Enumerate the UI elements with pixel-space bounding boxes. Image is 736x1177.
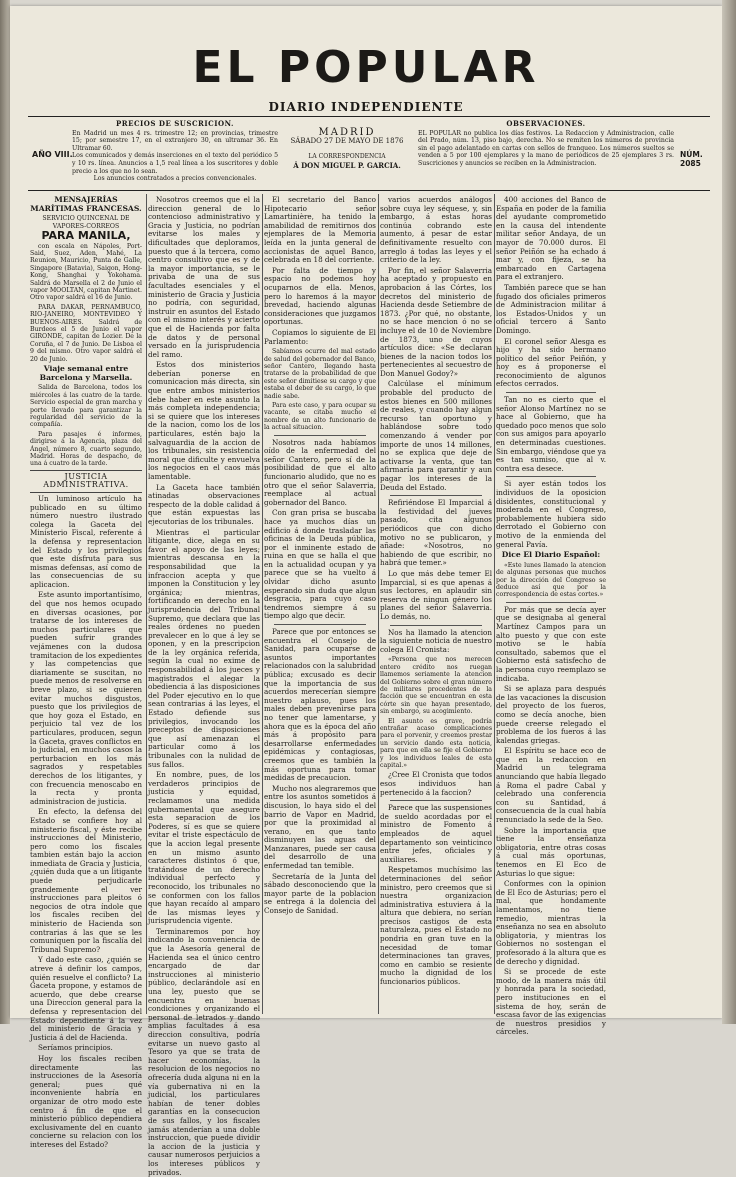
- paragraph: Secretaría de la Junta del sábado desconociendo que la mayor parte de la poblacion se entrega á la dolencia del Consejo de Sanidad.: [264, 871, 376, 916]
- paragraph: Sobre la importancia que tiene la enseñanza obligatoria, entre otras cosas á cual más oportunas, tenemos en El Eco de Asturias lo que sigue:: [496, 825, 606, 878]
- paragraph: Seríamos principios.: [38, 1043, 113, 1053]
- top-rule: [28, 116, 710, 117]
- paragraph: Y dado este caso, ¿quién se atreve á definir los campos, quién resuelve el conflicto? La Gaceta propone, y estamos de acuerdo, que debe crearse una Direccion general para la defensa y representacion del Estado dependiente á la vez del ministerio de Gracia y Justicia á del de Hacienda.: [30, 955, 142, 1042]
- column-rule: [494, 194, 495, 1014]
- paragraph: Conformes con la opinion de El Eco de Asturias; pero el mal, que hondamente lamentamos, no tiene remedio, mientras la enseñanza no sea en absoluto obligatoria, y mientras los Gobiernos no sostengan el profesorado á la altura que es de derecho y dignidad.: [496, 879, 606, 966]
- paragraph: Si se procede de este modo, de la manera más útil y honrada para la sociedad, pero instituciones en el sistema de hoy, serán de escasa favor de las exigencias de nuestros presidios y cárceles.: [496, 967, 606, 1037]
- date-label: SÁBADO 27 DE MAYO DE 1876: [290, 137, 404, 145]
- paragraph: Respetamos muchísimo las determinaciones del señor ministro, pero creemos que si nuestra organizacion administrativa estuviera á la altura que debiera, no serían precisos castigos de esta naturaleza, pues el Estado no pondria en gran tuve en la necesidad de tomar determinaciones tan graves, como en cambio se resiente mucho la dignidad de los funcionarios públicos.: [380, 865, 492, 987]
- paragraph: Hoy los fiscales reciben directamente las instrucciones de la Asesoría general; pues qué inconveniente habría en organizar de otro modo este centro á fin de que el ministerio público dependiera exclusivamente del en cuanto concierne su relacion con los intereses del Estado?: [30, 1053, 142, 1149]
- paragraph: Tan no es cierto que el señor Alonso Martínez no se hace al Gobierno, que ha quedado poco menos que solo con sus amigos para apoyarlo en determinadas cuestiones. Sin embargo, viéndose que ya es tan sumiso, que al v. contra esa desece.: [496, 395, 606, 473]
- observations-box: [418, 120, 674, 168]
- column-rule: [146, 194, 147, 1014]
- paragraph: Calcúlase el mínimum probable del producto de estos bienes en 500 millones de reales, y cuando hay algun recurso tan oportuno y hablándose sobre todo comenzando á vender por importe de unos 14 millones, no se explica que deje de activarse la venta, que tan afirmaría para garantir y aun pagar los intereses de la Deuda del Estado.: [380, 379, 492, 492]
- paragraph: Con gran prisa se buscaba hace ya muchos días un edificio á donde trasladar las oficinas de la Deuda pública, por el inminente estado de ruina en que se halla el que en la actualidad ocupan y ya parece que se ha vuelto á olvidar dicho asunto esperando sin duda que algun desgracia, para cuyo caso tendremos siempre á su tiempo algo que decir.: [264, 508, 376, 621]
- masthead: [10, 6, 722, 114]
- paragraph: Nosotros nada habíamos oído de la enfermedad del señor Cantero, pero sí de la posibilidad de que el alto funcionario aludido, que no es otro que el señor Salaverria, reemplace al actual gobernador del Banco.: [264, 437, 376, 507]
- shipping-body: con escala en Nápoles, Port-Said, Suez, Aden, Mahé, La Reunion, Mauricio, Punta de Galle, Singapore (Batavia), Saigon, Hong-Kong, Shanghai y Yokohama. Saldrá de Marsella el 2 de Junio el vapor MOOLTAN, capitan Martinet. Otro vapor saldrá el 16 de Junio.: [30, 242, 142, 302]
- quoted-paragraph: Sabíamos ocurre del mal estado de salud del gobernador del Banco, señor Cantero, llegando hasta tratarse de la probabilidad de que este señor dimitiese su cargo y que estaba el deber de su cargo, lo que nadie sabe.: [264, 348, 376, 400]
- newspaper-subtitle: DIARIO INDEPENDIENTE: [268, 100, 464, 114]
- subscription-box: [72, 120, 278, 183]
- divider: [274, 435, 366, 436]
- paragraph: El secretario del Banco Hipotecario señor Lamartinière, ha tenido la amabilidad de remitirnos dos ejemplares de la Memoria leída en la junta general de accionistas de aquel Banco, celebrada en 18 del corriente.: [264, 195, 376, 265]
- subscription-line: Los anuncios contratados a precios convencionales.: [93, 175, 257, 183]
- weekly-body-2: Para pasajes é informes, dirigirse á la Agencia, plaza del Ángel, número 8, cuarto segundo, Madrid. Horas de despacho, de una á cuatro de la tarde.: [30, 430, 142, 468]
- paragraph: Este asunto importantísimo, del que nos hemos ocupado en diversas ocasiones, por tratarse de los intereses de muchos particulares que pueden sufrir grandes vejámenes con la dudosa tramitacion de los expedientes y las competencias que diariamente se suscitan, no puede menos de resolverse en breve plazo, si se quieren evitar muchos disgustos, puesto que los privilegios de que hoy goza el Estado, en perjuicio tal vez de los particulares, producen, segun la Gaceta, graves conflictos en lo judicial, en muchos casos la perturbacion en los más sagrados y respetables derechos de los litigantes, y con frecuencia menoscabo en la recta y pronta administracion de justicia.: [30, 590, 142, 806]
- quoted-paragraph: El asunto es grave, podría entrañar acaso complicaciones para el porvenir, y creemos prestar un servicio dando esta noticia, para que en ella se fije el Gobierno y los individuos leales de esta capital.»: [380, 717, 492, 769]
- divider: [506, 476, 596, 477]
- shipping-destination: PARA MANILA,: [41, 229, 131, 242]
- paragraph: Refiriéndose El Imparcial á la festividad del jueves pasado, cita algunos periódicos que con dicho motivo no se publicaron, y añade: «Nosotros, no habiendo de que escribir, no habrá que temer.»: [380, 498, 492, 568]
- section-heading: JUSTICIA ADMINISTRATIVA.: [30, 470, 142, 493]
- quoted-paragraph: «Persona que nos merecen entero crédito nos ruegan llamemos seriamente la atencion del Gobierno sobre el gran número de militares procedentes de la facción que se encuentran en esta córte sin que hayan presentado, sin embargo, su acogimiento.: [380, 656, 492, 716]
- correspondence-name: Á DON MIGUEL P. GARCIA.: [293, 161, 401, 170]
- paragraph: Por fin, el señor Salaverria ha aceptado y propuesto en aprobacion á las Córtes, los decretos del ministerio de Hacienda desde Setiembre de 1873. ¿Por qué, no obstante, no se hace mencion ó no se incluye el de 10 de Noviembre de 1873, uno de cuyos artículos dice: «Se declaran bienes de la nacion todos los pertenecientes al secuestro de Don Manuel Godoy?»: [380, 265, 492, 378]
- paragraph: Un luminoso artículo ha publicado en su último número nuestro ilustrado colega la Gaceta del Ministerio Fiscal, referente á la defensa y representacion del Estado y los privilegios que este disfruta para sus mismas defensas, así como de las consecuencias de su aplicacion.: [30, 493, 142, 589]
- divider: [506, 392, 596, 393]
- paragraph: Parece que por entonces se encuentra el Consejo de Sanidad, para ocuparse de asuntos importantes relacionados con la salubridad pública; excusado es decir que la importancia de sus acuerdos merecerían siempre nuestro aplauso, pues los males deben prevenirse para no tener que lamentarse, y ahora que es la época del año más á propósito para desarrollarse enfermedades epidémicas y contagiosas, creemos que es también la más oportuna para tomar medidas de precaucion.: [264, 627, 376, 783]
- paragraph: Si se aplaza para después de las vacaciones la discusion del proyecto de los fueros, como se decía anoche, bien puede creerse relegado el problema de los fueros á las kalendas griegas.: [496, 684, 606, 745]
- paragraph: Nos ha llamado la atencion la siguiente noticia de nuestro colega El Cronista:: [380, 627, 492, 654]
- paragraph: El coronel señor Alesga es hijo y ha sido hermano político del señor Peiñón, y hoy es á proponerse el reconocimiento de algunos efectos cerrados.: [496, 336, 606, 389]
- column-4: [380, 196, 492, 1012]
- paragraph: Mientras el particular litigante, dice, alega en su favor el apoyo de las leyes; mientras descansa en la responsabilidad que la infraccion acepta y que imponen la Constitucion y ley orgánica; mientras, fortificando en derecho en la jurisprudencia del Tribunal Supremo, que declara que las reales órdenes no pueden prevalecer en lo que á ley se oponen, y en la prescripcion de la ley orgánica referida, según la cual no exime de responsabilidad á los jueces y magistrados el alegar la obediencia á las disposiciones del Poder ejecutivo en lo que sean contrarias á las leyes, el Estado defiende sus privilegios, invocando los preceptos de disposiciones que así amenazan el particular como á los tribunales con la nulidad de sus fallos.: [148, 527, 260, 769]
- column-1: [30, 195, 142, 1149]
- paragraph: Lo que más debe temer El Imparcial, si es que apenas á sus lectores, en aplaudir sin reserva de ningun género los planes del señor Salaverria. Lo demás, no.: [380, 568, 492, 621]
- shipping-subtitle: SERVICIO QUINCENAL DE VAPORES-CORREOS: [42, 215, 130, 230]
- weekly-body: Salida de Barcelona, todos los miércoles á las cuatro de la tarde. Servicio especial de gran marcha y porte llevado para garantizar la regularidad del servicio de la compañía.: [30, 384, 142, 429]
- paragraph: Si ayer están todos los individuos de la oposicion disidentes, constitucional y moderada en el Congreso, probablemente hubiera sido derrotado el Gobierno con motivo de la enmienda del general Pavía.: [496, 479, 606, 549]
- newspaper-page: [10, 6, 722, 1177]
- quoted-paragraph: Para este caso, y para ocupar su vacante, se citaba mucho el nombre de un alto funcionario de la actual situacion.: [264, 401, 376, 432]
- paragraph: El Espíritu se hace eco de que en la redaccion en Madrid un telegrama anunciando que había llegado á Roma el padre Cabal y celebrado una conferencia con su Santidad, á consecuencia de la cual había renunciado la sede de la Seo.: [496, 746, 606, 825]
- column-5: [496, 195, 606, 1037]
- paragraph: La Gaceta hace también atinadas observaciones respecto de la doble calidad á que están expuestas las ejecutorias de los tribunales.: [148, 482, 260, 526]
- weekly-title: Viaje semanal entre Barcelona y Marsella.: [39, 364, 133, 382]
- shipping-body-2: PARA DAKAR, PERNAMBUCO, RIO-JANEIRO, MONTEVIDEO Y BUENOS-AIRES. Saldrá de Burdeos el 5 de Junio el vapor GIRONDE, capitan de Lozier. De la Coruña, el 7 de Junio. De Lisboa el 9 del mismo. Otro vapor saldrá el 20 de Junio.: [30, 303, 142, 363]
- quote-source: Dice El Diario Español:: [501, 550, 601, 560]
- paragraph: ¿Cree El Cronista que todos esos individuos han pertenecido á la faccion?: [380, 770, 492, 797]
- paragraph: En nombre, pues, de los verdaderos principios de justicia y equidad, reclamamos una medida gubernamental que asegure esta separacion de los Poderes, sí es que se quiere evitar el triste espectáculo de que la accion legal presente en un mismo asunto caracteres distintos ó que, tratándose de un derecho individual perfecto y reconocido, los tribunales no se conformen con los fallos que hayan recaído al amparo de las mismas leyes y jurisprudencia vigente.: [148, 770, 260, 926]
- divider: [274, 624, 366, 625]
- newspaper-title: EL POPULAR: [192, 42, 540, 93]
- subscription-line: En Madrid un mes 4 rs. trimestre 12; en provincias, trimestre 15; por semestre 17, en el extranjero 30, en ultramar 36. En Ultramar 60.: [72, 129, 278, 152]
- shipping-title: MENSAJERÍAS MARÍTIMAS FRANCESAS.: [30, 195, 142, 213]
- paragraph: Mucho nos alegraremos que entre los asuntos sometidos á discusion, lo haya sido el del barrio de Vapor en Madrid, por que la proximidad al verano, en que tanto disminuyen las aguas del Manzanares, puede ser causa del desarrollo de una enfermedad tan temible.: [264, 783, 376, 871]
- correspondence-label: LA CORRESPONDENCIA: [308, 153, 386, 160]
- column-rule: [262, 194, 263, 1014]
- column-3: [264, 196, 376, 1012]
- quoted-paragraph: «Este lunes llamado la atencion de algunas personas que muchos por la dirección del Congreso se deduce así que por la correspondencia de estas cortes.»: [496, 561, 606, 599]
- paragraph: Estos dos ministerios deberían ponerse en comunicacion más directa, sin que entre ambos ministerios debe haber en este asunto la más completa independencia; si se quiere que los intereses de la nacion, como los de los particulares, estén bajo la salvaguardia de la accion de los tribunales, sin resistencia moral que dificulte y envuelva los negocios en el caos más lamentable.: [148, 360, 260, 481]
- divider: [506, 602, 596, 603]
- subscription-line: Los comunicados y demás inserciones en el texto del periódico 5 y 10 rs. línea. Anuncios a 1,5 real línea a los suscritores y doble precio a los que no lo sean.: [72, 152, 278, 175]
- observations-header: OBSERVACIONES.: [506, 119, 586, 128]
- column-rule: [378, 194, 379, 1014]
- city-label: MADRID: [318, 127, 376, 138]
- paragraph: Parece que las suspensiones de sueldo acordadas por el ministro de Fomento á empleados de aquel departamento son veinticinco entre jefes, oficiales y auxiliares.: [380, 803, 492, 864]
- paragraph: Por falta de tiempo y espacio no podemos hoy ocuparnos de ella. Menos, pero lo haremos á la mayor brevedad, haciendo algunas consideraciones que juzgamos oportunas.: [264, 265, 376, 327]
- divider: [390, 495, 482, 496]
- paragraph: Por más que se decía ayer que se designaba al general Martínez Campos para un alto puesto y que con este motivo se le había consultado, sabemos que el Gobierno está satisfecho de la persona cuyo reemplazo se indicaba.: [496, 604, 606, 683]
- dateline: [280, 128, 414, 170]
- paragraph: Copiamos lo siguiente de El Parlamento:: [264, 327, 376, 346]
- subscription-header: PRECIOS DE SUSCRICION.: [116, 119, 234, 128]
- header-bottom-rule: [28, 190, 710, 191]
- issue-number: NÚM. 2085: [680, 150, 703, 168]
- paragraph: varios acuerdos análogos sobre cuya ley séquese, y, sin embargo, á estas horas continúa cobrando este aumento, á pesar de estar definitivamente resuelto con arreglo á todas las leyes y el criterio de la ley.: [380, 195, 492, 265]
- column-2: [148, 195, 260, 1177]
- divider: [390, 800, 482, 801]
- divider: [390, 625, 482, 626]
- observations-text: EL POPULAR no publica los días festivos. La Redaccion y Administracion, calle del Prado, núm. 13, piso bajo, derecha. No se remiten los números de provincia sin el pago adelantado en cartas con sellos de franqueo. Los números sueltos se venden a 5 por 100 ejemplares y la mano de periódicos de 25 ejemplares 3 rs. Suscriciones y anuncios se reciben en la Administracion.: [418, 129, 674, 167]
- book-binding: [0, 0, 10, 1024]
- paragraph: 400 acciones del Banco de España en poder de la familia del ayudante comprometido en la causa del intendente militar señor Andaya, de un mayor de 70.000 duros. El señor Peiñón se ha echado á mar y, con fijeza, se ha embarcado en Cartagena para el extranjero.: [496, 195, 606, 282]
- paragraph: En efecto, la defensa del Estado se confiere hoy al ministerio fiscal, y éste recibe instrucciones del Ministerio, pero como los fiscales tambien están bajo la accion inmediata de Gracia y Justicia, ¿quién duda que a un litigante puede perjudicarle grandemente el ver instrucciones para pleitos ó negocios de otra índole que los fiscales reciben del ministerio de Hacienda son contrarias á las que se les comuniquen por la fiscalía del Tribunal Supremo?: [30, 807, 142, 954]
- page-edge: [722, 0, 736, 1024]
- paragraph: Terminaremos por hoy indicando la conveniencia de que la Asesoría general de Hacienda sea el único centro encargado de dar instrucciones al ministerio público, declarándole así en una ley, puesto que se encuentra en buenas condiciones y organizando el personal de letrados y dando amplias facultades á esa direccion consultiva, podría evitarse un nuevo gasto al Tesoro ya que se trata de hacer economías, la resolucion de los negocios no ofrecería duda alguna ni en la vía gubernativa ni en la judicial, los particulares habían de tener dobles garantías en la consecucion de sus fallos, y los fiscales jamás atenderían a una doble instruccion, que puede dividir la accion de la justicia y causar numerosos perjuicios a los intereses públicos y privados.: [148, 926, 260, 1177]
- paragraph: Nosotros creemos que el la direccion general de lo contencioso administrativo y Gracia y Justicia, no podrían evitarse los males y dificultades que deploramos, puesto que á la tercera, como centro consultivo que es y de la mayor importancia, se le privaba de una de sus facultades esenciales y el ministerio de Gracia y Justicia no podría, con seguridad, instruir en asuntos del Estado con el mismo interés y acierto que el de Hacienda por falta de datos y de personal versado en la jurisprudencia del ramo.: [148, 195, 260, 359]
- year-label: AÑO VIII.: [32, 150, 73, 159]
- paragraph: También parece que se han fugado dos oficiales primeros de Administracion militar á los Estados-Unidos y un oficial tercero á Santo Domingo.: [496, 282, 606, 335]
